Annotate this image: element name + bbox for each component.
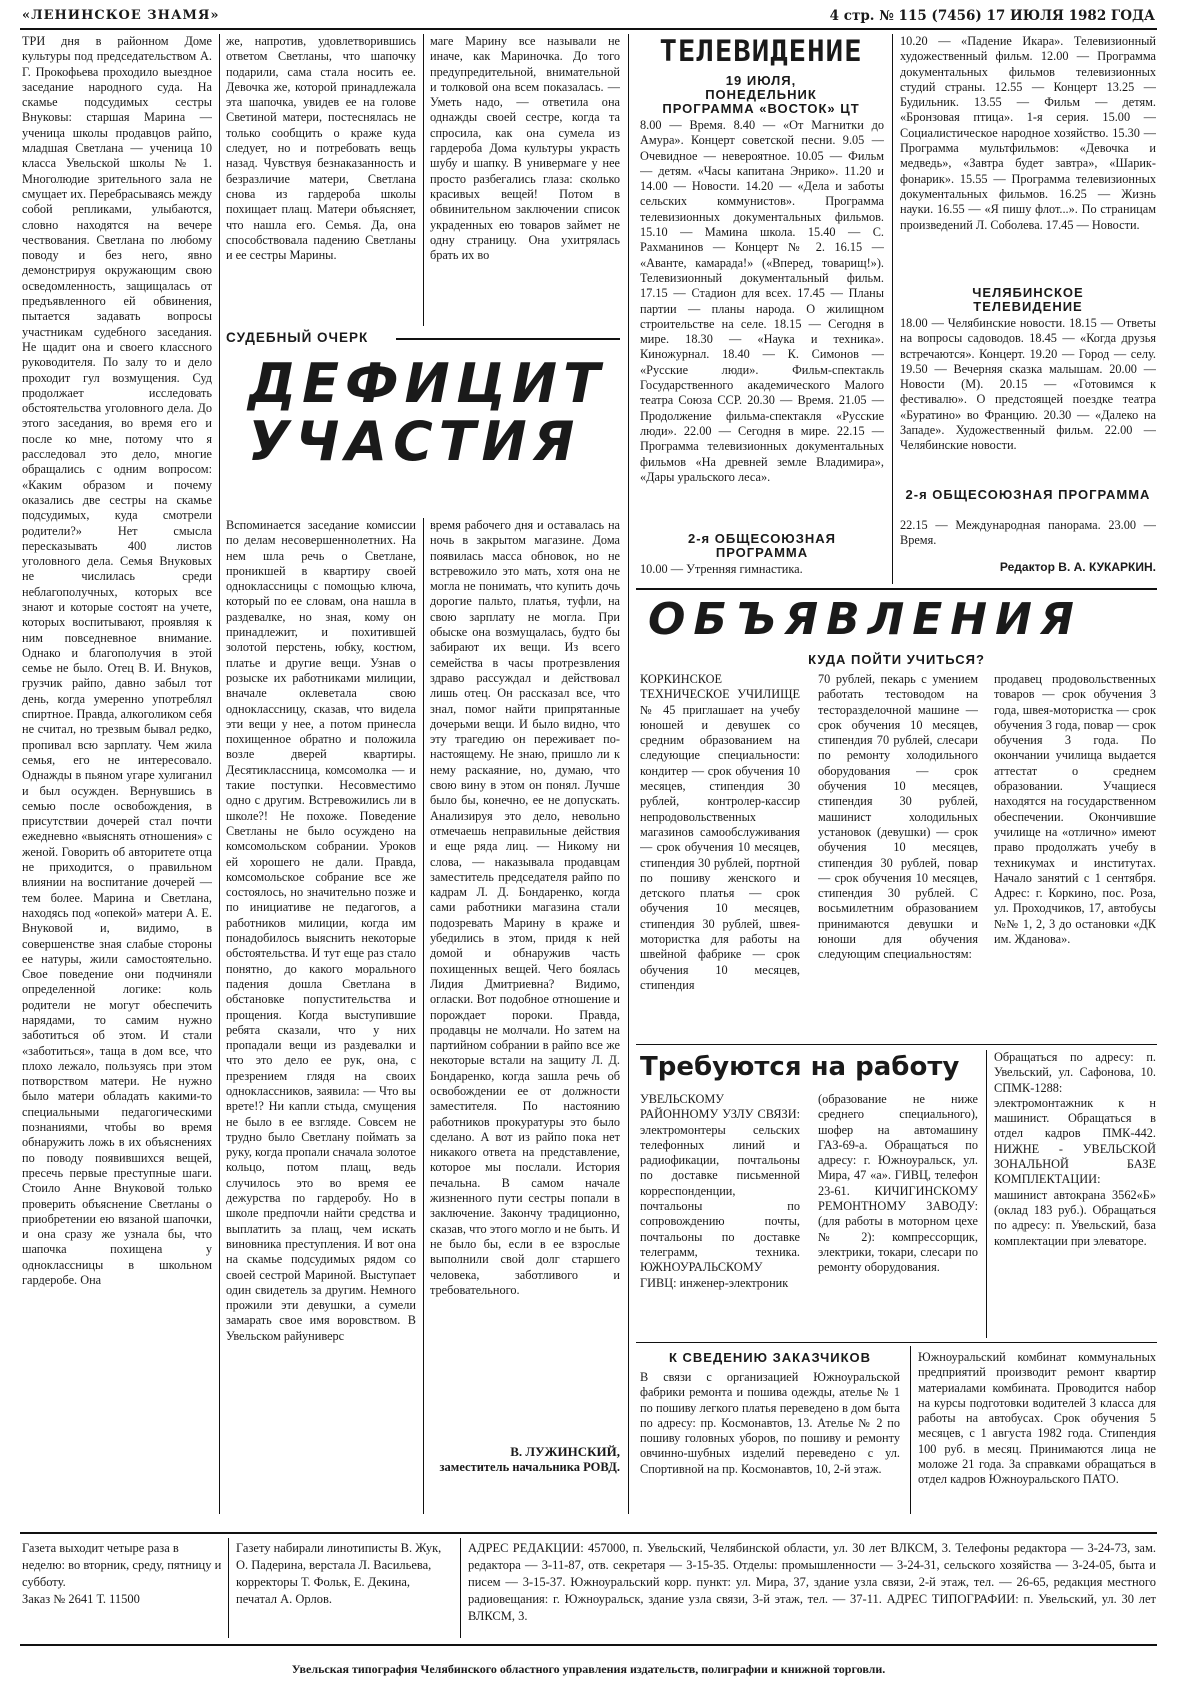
footer-staff: Газету набирали линотиписты В. Жук, О. Падерина, верстала Л. Васильева, корректоры Т. Фольк, Е. Декина, печатал А. Орлов.: [236, 1541, 442, 1606]
tv-col1-end: 10.00 — Утренняя гимнастика.: [640, 562, 803, 576]
footer-order: Заказ № 2641 Т. 11500: [22, 1592, 140, 1606]
study-heading: КУДА ПОЙТИ УЧИТЬСЯ?: [808, 652, 985, 667]
footer-divider: [228, 1538, 229, 1638]
study-col3: продавец продовольственных товаров — срок обучения 3 года, швея-мотористка — срок обучения 3 года, повар — срок обучения 3 года. По окончании училища выдается аттестат о среднем образовании. Учащиеся находятся на государственном обеспечении. Окончившие училище на «отлично» имеют право продолжать учебу в техникумах и институтах. Начало занятий с 1 сентября. Адрес: г. Коркино, пос. Роза, ул. Проходчиков, 17, автобусы №№ 1, 2, 3 до остановки «ДК им. Жданова».: [994, 672, 1156, 947]
col-divider: [423, 518, 424, 1514]
tv-col2-sub: 2-я ОБЩЕСОЮЗНАЯ ПРОГРАММА: [905, 487, 1151, 502]
article-col1: ТРИ дня в районном Доме культуры под председательством А. Г. Прокофьева проходило выездное заседание народного суда. На скамье подсудимых сестры Внуковы: старшая Марина — ученица школы продавцов райпо, младшая Светлана — ученица 10 класса Увельской школы № 1. Многолюдие зрительного зала не смущает их. Перебрасываясь между собой репликами, улыбаются, словно находятся на вечере чествования. Светлана по любому поводу и без него, явно демонстрируя окружающим свою осведомленность, защищалась от предъявленного ей обвинения, пытается задавать вопросы участникам судебного заседания. Не щадит она и своего классного руководителя. По залу то и дело проходит гул возмущения. Суд продолжает исследовать обстоятельства уголовного дела. До этого заседания, во время его и после ко мне, потому что я расследовал это дело, многие обращались с одним вопросом: «Каким образом и почему оказались две сестры на скамье подсудимых, куда смотрели родители?» Нет смысла пересказывать 400 листов уголовного дела. Семья Внуковых не числилась среди неблагополучных, которых все знают и которые состоят на учете, которых воспитывают, проявляя к ним повседневное внимание. Однако и благополучия в этой семье не было. Отец В. И. Внуков, грузчик райпо, давно забыл тот день, когда умеренно употреблял спиртное. Правда, алкоголиком себя не считал, но трезвым бывал редко, пропивал всю зарплату. Чем жила семья, его не интересовало. Однажды в пьяном угаре хулиганил и был осужден. Вернувшись в семью после освобождения, в присутствии дочерей стал почти ежедневно «выяснять отношения» с женой. Говорить об авторитете отца не приходится, о правильном влиянии на воспитание дочерей — тем более. Марина и Светлана, находясь под «опекой» матери А. Е. Внуковой и, видимо, в совершенстве зная слабые стороны ее натуры, жили самостоятельно. Свое поведение они подчиняли определенной логике: коль родители не могут обеспечить нарядами, то самим нужно заботиться об этом. И стали «заботиться», таща в дом все, что плохо лежало, пользуясь при этом потворством матери. Не нужно было матери обладать какими-то специальными педагогическими познаниями, чтобы во время обнаружить ложь в их объяснениях по поводу появившихся вещей, пресечь первые преступные шаги. Стоило Анне Внуковой только проверить объяснение Светланы о приобретении ею вязаной шапочки, и она сразу же узнала бы, что шапочка похищена у одноклассницы в школьном гардеробе. Она: [22, 34, 212, 1288]
article-title-line1: ДЕФИЦИТ: [248, 352, 606, 415]
issue-info: 4 стр. № 115 (7456) 17 ИЮЛЯ 1982 ГОДА: [829, 8, 1155, 24]
article-col2-top: же, напротив, удовлетворившись ответом Светланы, что шапочку подарили, сама стала носить ее. Девочка же, которой принадлежала эта шапочка, увидев ее на голове Светиной матери, постеснялась не только сообщить о краже куда следует, но и потребовать вещь назад. Чувствуя безнаказанность и безразличие матери, Светлана снова из гардероба школы похищает плащ. Матери объясняет, что нашла его. Семья. Да, она способствовала падению Светланы и ее сестры Марины.: [226, 34, 416, 263]
article-author-block: [430, 1444, 620, 1475]
col-divider: [219, 34, 220, 1514]
chel-title: [900, 286, 1156, 314]
jobs-rule: [636, 1044, 1157, 1045]
tv-col2: 10.20 — «Падение Икара». Телевизионный художественный фильм. 12.00 — Программа документальных фильмов телевизионных студий страны. 12.55 — Концерт 13.25 — Будильник. 13.55 — Фильм — детям. «Бронзовая птица». 1-я серия. 15.00 — Социалистическое народное хозяйство. 15.30 — Программа мультфильмов: «Девочка и медведь», «Завтра будет завтра», «Шарик-фонарик». 15.55 — Программа телевизионных документальных фильмов. 16.25 — Жизнь науки. 16.55 — «Я пишу флот...». По страницам произведений Л. Соболева. 17.45 — Новости.: [900, 34, 1156, 232]
study-col2: 70 рублей, пекарь с умением работать тестоводом на тесторазделочной машине — срок обучения 10 месяцев, стипендия 70 рублей, слесари по ремонту холодильного оборудования — срок обучения 10 месяцев, стипендия 30 рублей, машинист холодильных установок (девушки) — срок обучения 10 месяцев, стипендия 30 рублей, повар — срок обучения 10 месяцев, стипендия 30 рублей. С восьмилетним образованием принимаются девушки и юноши для обучения следующим специальностям:: [818, 672, 978, 962]
author-name: В. ЛУЖИНСКИЙ,: [510, 1444, 620, 1459]
tv-title: ТЕЛЕВИДЕНИЕ: [659, 34, 863, 68]
masthead: «ЛЕНИНСКОЕ ЗНАМЯ»: [22, 8, 220, 23]
jobs-col2: (образование не ниже среднего специального), шофер на автомашину ГАЗ-69-а. Обращаться по адресу: г. Южноуральск, ул. Мира, 47 «а». ГИВЦ, телефон 23-61. КИЧИГИНСКОМУ РЕМОНТНОМУ ЗАВОДУ: (для работы в моторном цехе № 2): компрессорщик, электрики, токари, слесари по ремонту оборудования.: [818, 1092, 978, 1275]
article-col3-top: маге Марину все называли не иначе, как Мариночка. До того предупредительной, внимательной и толковой она всем показалась. — Уметь надо, — ответила она однажды своей сестре, когда та спросила, как она сумела из гардероба Дома культуры украсть шубу и шапку. В универмаге у нее просто разбегались глаза: сколько красивых вещей! Потом в обвинительном заключении список украденных ею товаров займет не одну страницу. Она ухитрялась брать их во: [430, 34, 620, 263]
chel-title-line2: ТЕЛЕВИДЕНИЕ: [973, 299, 1083, 314]
footer-rule-bottom: [20, 1644, 1157, 1646]
tv-divider: [892, 34, 893, 584]
kombinat-text: Южноуральский комбинат коммунальных предприятий производит ремонт квартир материалами комбината. Проводится набор на курсы подготовки водителей 3 класса для работы на автобусах. Срок обучения 5 месяцев, с 1 августа 1982 года. Стипендия 100 руб. в месяц. Принимаются лица не моложе 21 года. За справками обращаться в отдел кадров Южноуральского ПАТО.: [918, 1350, 1156, 1487]
article-title-line2: УЧАСТИЯ: [248, 410, 581, 473]
article-col2: Вспоминается заседание комиссии по делам несовершеннолетних. На нем шла речь о Светлане, проникшей в квартиру своей одноклассницы с помощью ключа, который по ее словам, она нашла в раздевалке, но зная, кому он принадлежит, и похитившей золотой перстень, юбку, костюм, платье и другие вещи. Узнав о розыске их работниками милиции, вначале оклеветала свою одноклассницу, сказав, что видела эти вещи у нее, а потом принесла похищенное обратно и положила возле дверей квартиры. Десятиклассница, комсомолка — и такие поступки. Несовместимо одно с другим. Встревожились ли в школе?! Не похоже. Поведение Светланы не было осуждено на комсомольском собрании. Уроков ей хорошего не дали. Правда, комсомольское собрание все же состоялось, но значительно позже и по инициативе не педагогов, а работников милиции, когда им понадобилось выяснить некоторые обстоятельства. И тут еще раз стало понятно, до какого морального падения дошла Светлана в обстановке попустительства и прощения. Когда выступившие ребята сказали, что у них пропадали вещи из раздевалки и что это дело ее рук, она, с презрением глядя на своих одноклассников, заявила: — Что вы врете!? Ни капли стыда, смущения не было в ее взгляде. Совсем не трудно было Светлану поймать за руку, когда пропали сначала золотое кольцо, потом плащ, ведь случилось это во время ее дежурства по гардеробу. Но в школе предпочли найти средства и выплатить за плащ, чем искать виновника преступления. И вот она на скамье подсудимых рядом со своей сестрой Мариной. Выступает один свидетель за другим. Немного прожили эти девушки, а сумели замарать свое имя воровством. В Увельском райуниверс: [226, 518, 416, 1343]
footer-schedule: [22, 1540, 222, 1640]
tv-col1-sub: 2-я ОБЩЕСОЮЗНАЯ ПРОГРАММА: [688, 531, 836, 560]
notice-text: В связи с организацией Южноуральской фабрики ремонта и пошива одежды, ателье № 1 по пошиву легкого платья переведено в дом быта по адресу: пр. Космонавтов, 13. Ателье № 2 по пошиву головных уборов, по пошиву и ремонту овчинно-шубных изделий переведено с ул. Спортивной на пр. Космонавтов, 10, 2-й этаж.: [640, 1370, 900, 1476]
author-title: заместитель начальника РОВД.: [439, 1460, 620, 1474]
ads-rule: [636, 588, 1157, 590]
tv-program1: ПРОГРАММА «ВОСТОК» ЦТ: [662, 101, 860, 116]
jobs-col1: УВЕЛЬСКОМУ РАЙОННОМУ УЗЛУ СВЯЗИ: электромонтеры сельских телефонных линий и радиофикации, почтальоны по доставке письменной корреспонденции, почтальоны по сопровождению почты, почтальоны по доставке телеграмм, техника. ЮЖНОУРАЛЬСКОМУ ГИВЦ: инженер-электроник: [640, 1092, 800, 1290]
notice-title: К СВЕДЕНИЮ ЗАКАЗЧИКОВ: [668, 1350, 872, 1365]
section-rule: [396, 338, 620, 340]
tv-date-block: [636, 74, 886, 116]
tv-col2-end: 22.15 — Международная панорама. 23.00 — Время.: [900, 518, 1156, 548]
article-col3: время рабочего дня и оставалась на ночь в закрытом магазине. Дома появилась масса обновок, но не встревожило это мать, хотя она не могла не понимать, что купить дочь дорогие пальто, платья, туфли, на свою зарплату не могла. При обыске она возмущалась, будто бы забирают их вещи. Из всего семейства в часы протрезвления здраво рассуждал и действовал лишь отец. Он рассказал все, что знал, помог найти припрятанные дочерьми вещи. И было видно, что эту трагедию он переживает по-настоящему. Не знаю, пришло ли к нему раскаяние, но, думаю, что свою вину в этом он понял. Лучше было бы, конечно, ее не допускать. Анализируя это дело, невольно отмечаешь неправильные действия и еще ряда лиц. — Никому ни слова, — наказывала продавцам заместитель председателя райпо по кадрам Л. Д. Бондаренко, когда сами работники магазина стали подозревать Марину в краже и убедились в этом, придя к ней домой и обнаружив часть похищенных вещей. Чего боялась Лидия Дмитриевна? Видимо, огласки. Вот подобное отношение и порождает пороки. Правда, продавцы не молчали. Но затем на партийном собрании в райпо все же некоторые встали на защиту Л. Д. Бондаренко, когда зашла речь об освобождении ее от должности заместителя. По настоянию работников прокуратуры это было сделано. А вот из райпо пока нет никакого ответа на представление, которое мы послали. История печальна. В самом начале жизненного пути сестры попали в заключение. Закончу традиционно, сказав, что этого могло и не быть. И не было бы, если в ее взрослые выполнили свой долг старшего человека, заботливого и требовательного.: [430, 518, 620, 1297]
footer-address: АДРЕС РЕДАКЦИИ: 457000, п. Увельский, Челябинской области, ул. 30 лет ВЛКСМ, 3. Телефоны редактора — 3-24-73, зам. редактора — 3-11-87, отв. секретаря — 3-15-35. Отделы: промышленности — 3-24-31, сельского хозяйства — 3-24-05, быта и писем — 3-15-37. Южноуральский корр. пункт: ул. Мира, 37, здание узла связи, 2-й этаж, тел. — 26-65, редакция местного радиовещания: г. Южноуральск, здание узла связи, 3-й этаж, тел. — 37-11. АДРЕС ТИПОГРАФИИ: п. Увельский, ул. 30 лет ВЛКСМ, 3.: [468, 1541, 1156, 1623]
jobs-title: Требуются на работу: [640, 1052, 960, 1082]
chel-title-line1: ЧЕЛЯБИНСКОЕ: [972, 285, 1084, 300]
page-divider: [628, 34, 629, 1514]
editor: Редактор В. А. КУКАРКИН.: [999, 560, 1156, 574]
col-divider: [423, 34, 424, 326]
footer-divider: [460, 1538, 461, 1638]
footer-rule-top: [20, 1532, 1157, 1534]
jobs-divider: [986, 1050, 987, 1338]
tv-date: 19 ИЮЛЯ,: [725, 73, 797, 88]
tv-weekday: ПОНЕДЕЛЬНИК: [705, 87, 817, 102]
ads-title: ОБЪЯВЛЕНИЯ: [648, 594, 1082, 645]
header-rule: [20, 28, 1157, 30]
jobs-col3: Обращаться по адресу: п. Увельский, ул. Сафонова, 10. СПМК-1288: электромонтажник к н машинист. Обращаться в отдел кадров ПМК-442. НИЖНЕ - УВЕЛЬСКОЙ ЗОНАЛЬНОЙ БАЗЕ КОМПЛЕКТАЦИИ: машинист автокрана 3562«Б» (оклад 183 руб.). Обращаться по адресу: п. Увельский, база комплектации при элеваторе.: [994, 1050, 1156, 1248]
tv-chel: 18.00 — Челябинские новости. 18.15 — Ответы на вопросы садоводов. 18.45 — «Когда друзья встречаются». Концерт. 19.20 — Город — селу. 19.50 — Вечерняя сказка малышам. 20.00 — Новости (М). 20.15 — «Готовимся к фестивалю». О предстоящей поездке театра «Буратино» во Францию. 20.30 — «Далеко на Западе». Художественный фильм. 22.00 — Челябинские новости.: [900, 316, 1156, 453]
section-label: СУДЕБНЫЙ ОЧЕРК: [226, 330, 369, 345]
printer-line: Увельская типография Челябинского областного управления издательств, полиграфии и книжной торговли.: [291, 1662, 886, 1676]
tv-col1: 8.00 — Время. 8.40 — «От Магнитки до Амура». Концерт советской песни. 9.05 — Очевидное — невероятное. 10.05 — Фильм — детям. «Часы капитана Энрико». 11.20 и 14.00 — Новости. 14.20 — «Дела и заботы сельских коммунистов». Программа телевизионных документальных фильмов. 15.10 — Мамина школа. 15.40 — С. Рахманинов — Концерт № 2. 16.15 — «Аванте, камарада!» («Вперед, товарищ!»). Телевизионный документальный фильм. 17.15 — Стадион для всех. 17.45 — Планы партии — планы народа. О жилищном строительстве на селе. 18.15 — Сегодня в мире. 18.30 — «Наука и техника». Киножурнал. 18.40 — К. Симонов — «Русские люди». Фильм-спектакль Государственного академического Малого театра Союза ССР. 20.30 — Время. 21.05 — Продолжение фильма-спектакля «Русские люди». 22.00 — Сегодня в мире. 22.15 — Программа телевизионных документальных фильмов «На древней земле Владимира», «Дары уральского леса».: [640, 118, 884, 484]
study-col1: КОРКИНСКОЕ ТЕХНИЧЕСКОЕ УЧИЛИЩЕ № 45 приглашает на учебу юношей и девушек со средним образованием на следующие специальности: кондитер — срок обучения 10 месяцев, стипендия 30 рублей, контролер-кассир непродовольственных магазинов самообслуживания — срок обучения 10 месяцев, стипендия 30 рублей, портной по пошиву женского и детского платья — срок обучения 10 месяцев, стипендия 30 рублей, швея-мотористка для работы на швейной фабрике — срок обучения 10 месяцев, стипендия: [640, 672, 800, 992]
footer-frequency: Газета выходит четыре раза в неделю: во вторник, среду, пятницу и субботу.: [22, 1541, 222, 1589]
article-title-block: [226, 330, 620, 471]
notice-rule: [636, 1342, 1157, 1343]
notice-divider: [910, 1346, 911, 1514]
